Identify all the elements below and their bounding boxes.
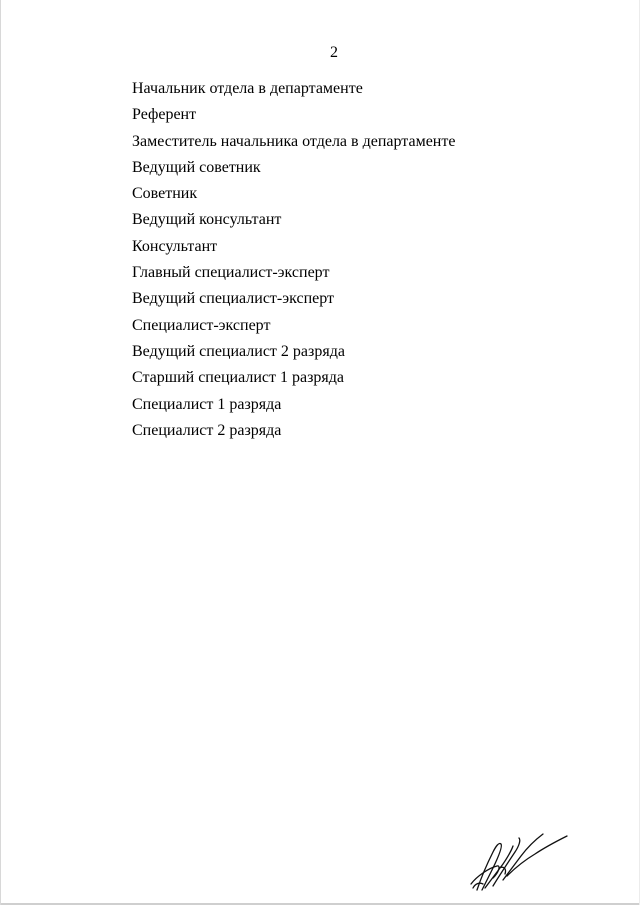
position-item: Заместитель начальника отдела в департаменте <box>132 132 456 150</box>
position-item: Консультант <box>132 237 218 255</box>
position-item: Ведущий советник <box>132 158 261 176</box>
positions-list <box>132 76 455 444</box>
position-item: Специалист 2 разряда <box>132 421 282 439</box>
signature-icon <box>463 828 573 898</box>
position-item: Специалист 1 разряда <box>132 395 282 413</box>
position-item: Референт <box>132 106 197 124</box>
position-item: Главный специалист-эксперт <box>132 264 330 282</box>
position-item: Старший специалист 1 разряда <box>132 369 344 387</box>
position-item: Ведущий специалист-эксперт <box>132 290 335 308</box>
position-item: Специалист-эксперт <box>132 316 271 334</box>
position-item: Ведущий консультант <box>132 211 282 229</box>
position-item: Начальник отдела в департаменте <box>132 80 363 97</box>
position-item: Советник <box>132 185 198 203</box>
page-number: 2 <box>330 44 338 61</box>
position-item: Ведущий специалист 2 разряда <box>132 342 345 360</box>
